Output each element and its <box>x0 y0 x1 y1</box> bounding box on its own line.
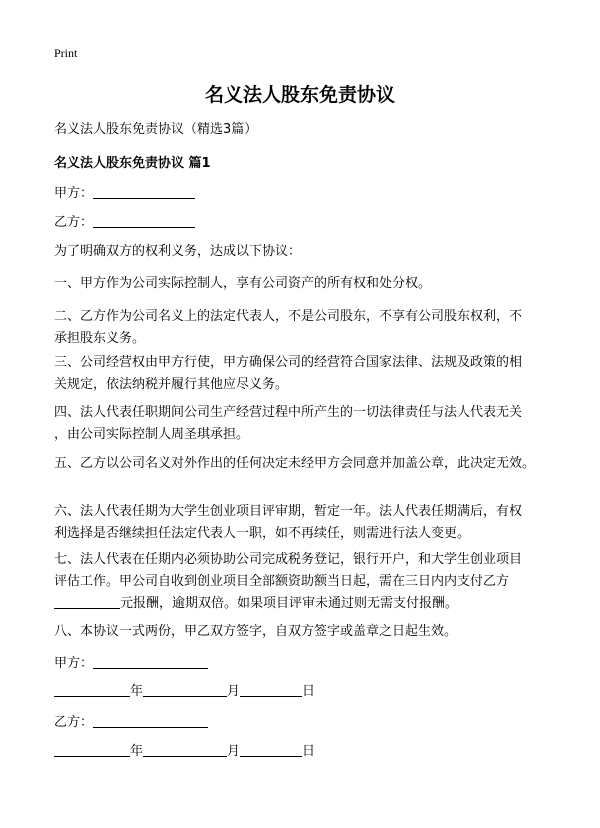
clause-4-line-2: ，由公司实际控制人周圣琪承担。 <box>54 427 250 442</box>
sign-a-date <box>54 680 554 704</box>
sign-b-line <box>54 711 554 735</box>
sign-a-blank <box>93 654 208 669</box>
payment-amount-blank <box>54 594 120 609</box>
clause-2-line-1: 二、乙方作为公司名义上的法定代表人，不是公司股东，不享有公司股东权利，不 <box>54 309 523 324</box>
day-label-a: 日 <box>302 684 316 699</box>
clause-7-line-2: 评估工作。甲公司自收到创业项目全部额资助额当日起，需在三日内内支付乙方 <box>54 574 510 589</box>
party-a-label: 甲方： <box>54 186 94 201</box>
sign-b-day-blank <box>240 742 302 757</box>
document-subtitle: 名义法人股东免责协议（精选3篇） <box>54 122 258 137</box>
sign-a-month-blank <box>143 682 227 697</box>
section-heading: 名义法人股东免责协议 篇1 <box>54 156 211 171</box>
clause-7-line-3-text: 元报酬，逾期双倍。如果项目评审未通过则无需支付报酬。 <box>120 596 459 611</box>
sign-a-year-blank <box>54 682 130 697</box>
year-label-a: 年 <box>130 684 144 699</box>
clause-6-line-1: 六、法人代表任期为大学生创业项目评审期，暂定一年。法人代表任期满后，有权 <box>54 504 523 519</box>
sign-b-label: 乙方： <box>54 715 94 730</box>
clause-7-line-3 <box>54 592 554 616</box>
clause-2-line-2: 承担股东义务。 <box>54 331 146 346</box>
clause-5: 五、乙方以公司名义对外作出的任何决定未经甲方会同意并加盖公章，此决定无效。 <box>54 456 536 471</box>
year-label-b: 年 <box>130 744 144 759</box>
month-label-a: 月 <box>227 684 241 699</box>
sign-b-month-blank <box>143 742 227 757</box>
clause-6-line-2: 利选择是否继续担任法定代表人一职，如不再续任，则需进行法人变更。 <box>54 526 471 541</box>
clause-7-line-1: 七、法人代表在任期内必须协助公司完成税务登记，银行开户，和大学生创业项目 <box>54 552 523 567</box>
intro-text: 为了明确双方的权利义务，达成以下协议： <box>54 244 302 259</box>
sign-b-date <box>54 740 554 764</box>
sign-a-label: 甲方： <box>54 656 94 671</box>
party-b-blank <box>93 213 195 228</box>
sign-b-year-blank <box>54 742 130 757</box>
party-b-label: 乙方： <box>54 215 94 230</box>
party-b-line <box>54 211 554 235</box>
sign-a-line <box>54 652 554 676</box>
party-a-line <box>54 182 554 206</box>
party-a-blank <box>93 184 195 199</box>
print-link[interactable]: Print <box>54 46 78 60</box>
month-label-b: 月 <box>227 744 241 759</box>
sign-b-blank <box>93 713 208 728</box>
day-label-b: 日 <box>302 744 316 759</box>
clause-4-line-1: 四、法人代表任职期间公司生产经营过程中所产生的一切法律责任与法人代表无关 <box>54 405 523 420</box>
clause-3-line-1: 三、公司经营权由甲方行使，甲方确保公司的经营符合国家法律、法规及政策的相 <box>54 355 523 370</box>
clause-3-line-2: 关规定，依法纳税并履行其他应尽义务。 <box>54 377 289 392</box>
clause-1: 一、甲方作为公司实际控制人，享有公司资产的所有权和处分权。 <box>54 276 432 291</box>
clause-8: 八、本协议一式两份，甲乙双方签字，自双方签字或盖章之日起生效。 <box>54 624 458 639</box>
document-title: 名义法人股东免责协议 <box>204 84 395 106</box>
sign-a-day-blank <box>240 682 302 697</box>
